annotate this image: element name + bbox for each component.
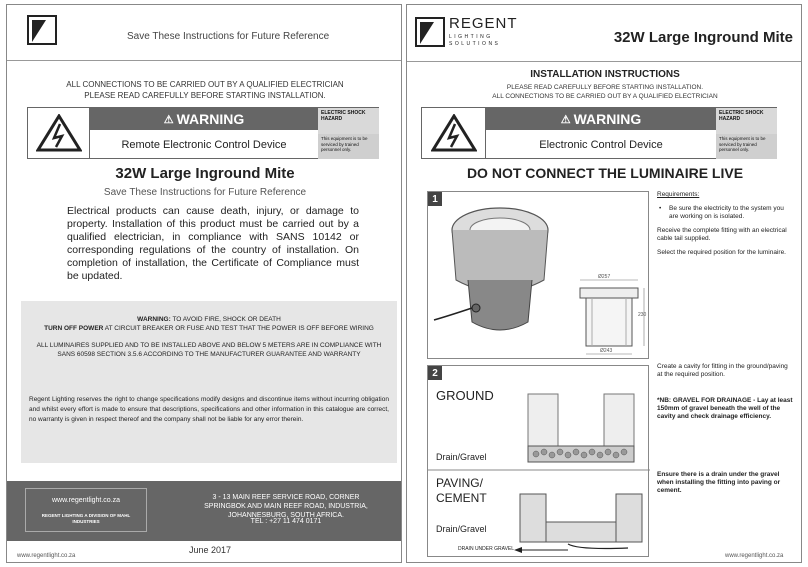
fig-drain-gravel2: Drain/Gravel: [436, 524, 487, 534]
step2-number: 2: [428, 366, 442, 380]
right-page: [406, 4, 802, 563]
product-title: 32W Large Inground Mite: [613, 29, 793, 46]
notice: [7, 79, 402, 101]
footer-address: 3 - 13 MAIN REEF SERVICE ROAD, CORNER SPRINGBOK AND MAIN REEF ROAD, INDUSTRIA, JOHANNESBURG, SOUTH AFRICA.: [204, 494, 368, 519]
high-voltage-icon: [28, 108, 90, 158]
footer-url-box[interactable]: www.regentlight.co.za: [51, 497, 121, 504]
req-receive: Receive the complete fitting with an electrical cable tail supplied.: [657, 227, 787, 242]
luminaire-illustration: [428, 192, 650, 360]
install-line2: ALL CONNECTIONS TO BE CARRIED OUT BY A QUALIFIED ELECTRICIAN: [492, 93, 718, 100]
warning-triangle-icon: ⚠: [163, 113, 174, 126]
footer-tel: TEL : +27 11 474 0171: [250, 518, 322, 525]
do-not-connect: DO NOT CONNECT THE LUMINAIRE LIVE: [466, 165, 744, 181]
left-page: [6, 4, 402, 563]
brand-sub: LIGHTING SOLUTIONS: [449, 34, 501, 47]
panel-turnoff-text: AT CIRCUIT BREAKER OR FUSE AND TEST THAT THE POWER IS OFF BEFORE WIRING: [103, 325, 374, 332]
header-tagline: Save These Instructions for Future Reference: [127, 31, 330, 42]
req-bullet: Be sure the electricity to the system you are working on is isolated.: [669, 205, 784, 220]
fig-ground: GROUND: [436, 388, 494, 403]
panel-turnoff-bold: TURN OFF POWER: [44, 325, 104, 332]
warning-label: WARNING: [176, 111, 245, 127]
warning-bar: [90, 108, 318, 130]
warning-side-text: This equipment is to be serviced by trained personnel only.: [716, 134, 777, 159]
date: June 2017: [189, 545, 232, 555]
regent-logo-icon: [27, 15, 57, 45]
fig-paving: PAVING/: [436, 476, 483, 490]
notice-line2: PLEASE READ CAREFULLY BEFORE STARTING INSTALLATION.: [84, 91, 326, 100]
warning-side-title: ELECTRIC SHOCK HAZARD: [318, 108, 379, 134]
warning-device: Remote Electronic Control Device: [121, 139, 287, 151]
requirements: Requirements: • Be sure the electricity to the system you are working on is isolated. Receive the complete fitting with an electrical cable tail supplied. Select the required position for the luminaire.: [657, 191, 795, 263]
step1-figure: [427, 191, 649, 359]
dim-bottom: Ø243: [600, 348, 613, 354]
bottom-url[interactable]: www.regentlight.co.za: [17, 553, 76, 559]
warning-box: [421, 107, 777, 159]
req-select: Select the required position for the luminaire.: [657, 249, 786, 256]
body-paragraph: Electrical products can cause death, injury, or damage to property. Installation of this product must be carried out by a qualified electrician, in compliance with SANS 10142 or corresponding regulations of the country of installation. On completion of installation, the Certificate of Compliance must be updated.: [67, 205, 359, 282]
fig-drain-gravel1: Drain/Gravel: [436, 452, 487, 462]
warning-label: WARNING: [573, 111, 642, 127]
info-panel: [21, 301, 397, 463]
warning-side-title: ELECTRIC SHOCK HAZARD: [716, 108, 777, 134]
step2-figure: [427, 365, 649, 557]
dim-side: 230: [638, 312, 647, 318]
notice-line1: ALL CONNECTIONS TO BE CARRIED OUT BY A QUALIFIED ELECTRICIAN: [66, 80, 344, 89]
panel-compliance: ALL LUMINAIRES SUPPLIED AND TO BE INSTALLED ABOVE AND BELOW 5 METERS ARE IN COMPLIANCE WITH SANS 60598 SECTION 3.5.6 ACCORDING TO THE MANUFACTURER GUARANTEE AND WARRANTY: [36, 342, 382, 358]
req-drain: Ensure there is a drain under the gravel when installing the fitting into paving or cement.: [657, 471, 781, 494]
fig-drain-under: DRAIN UNDER GRAVEL: [458, 546, 515, 552]
warning-bar: [486, 108, 716, 130]
step1-number: 1: [428, 192, 442, 206]
high-voltage-icon: [422, 108, 486, 158]
footer-panel: [7, 481, 402, 541]
panel-warning-text: TO AVOID FIRE, SHOCK OR DEATH: [170, 316, 281, 323]
fig-cement: CEMENT: [436, 491, 487, 505]
warning-triangle-icon: ⚠: [560, 113, 571, 126]
product-title: 32W Large Inground Mite: [115, 165, 295, 182]
req-cavity: Create a cavity for fitting in the ground/paving at the required position.: [657, 363, 788, 378]
warning-side-text: This equipment is to be serviced by trained personnel only.: [318, 134, 379, 159]
warning-box: [27, 107, 379, 159]
subtitle: Save These Instructions for Future Reference: [103, 187, 307, 198]
install-title: INSTALLATION INSTRUCTIONS: [530, 69, 680, 80]
panel-disclaimer: Regent Lighting reserves the right to change specifications modify designs and discontinue items without incurring obligation and whilst every effort is made to ensure that descriptions, specifications and other information in this catalogue are correct, no warranty is given in respect thereof and the company shall not be liable for any error therein.: [29, 396, 389, 423]
bottom-url[interactable]: www.regentlight.co.za: [725, 553, 784, 559]
req-nb: *NB: GRAVEL FOR DRAINAGE - Lay at least 150mm of gravel beneath the well of the cavity and check drainage efficiency.: [657, 397, 793, 420]
install-line1: PLEASE READ CAREFULLY BEFORE STARTING INSTALLATION.: [506, 84, 704, 91]
brand-name: REGENT: [449, 15, 518, 32]
warning-device: Electronic Control Device: [539, 139, 663, 151]
panel-warning-bold: WARNING:: [137, 316, 171, 323]
footer-division: REGENT LIGHTING A DIVISION OF MAHL INDUSTRIES: [41, 513, 131, 524]
dim-top: Ø257: [598, 274, 611, 280]
regent-logo-icon: [415, 17, 445, 47]
requirements-title: Requirements:: [657, 191, 700, 198]
